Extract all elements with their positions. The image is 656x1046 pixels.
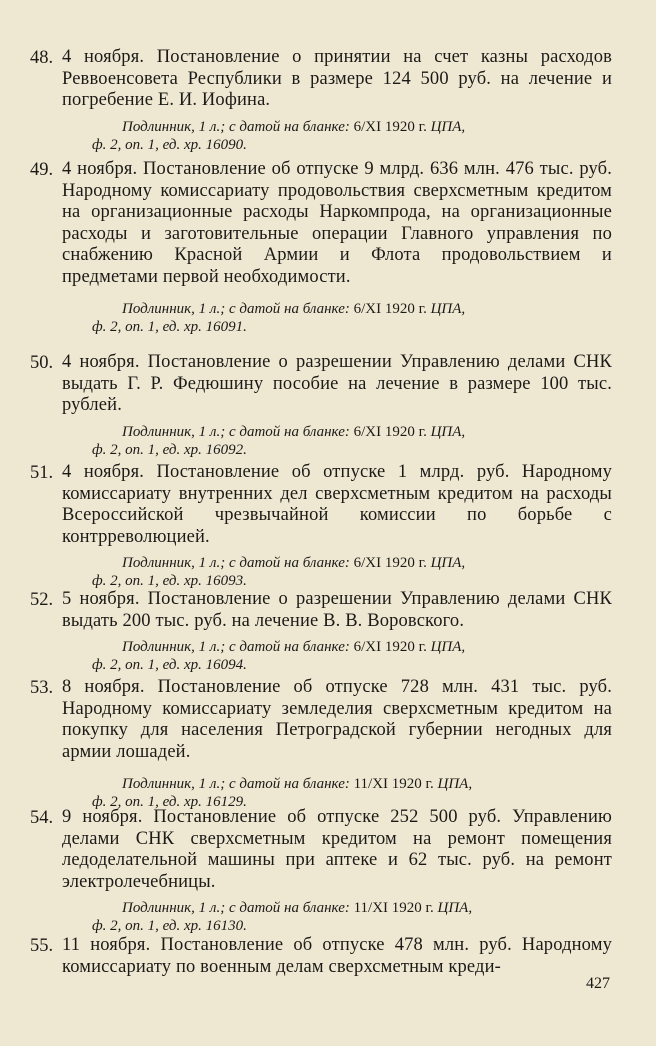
entry-text: 4 ноября. Постановление об отпуске 9 млрд. 636 млн. 476 тыс. руб. Народному комиссариату продовольствия сверхсметным кредитом на организационные расходы Наркомпрода, на организационные расходы и заготовительные операции Главного управления по снабжению Красной Армии и Флота продовольствием и предметами первой необходимости.: [62, 159, 612, 287]
note-archive: ЦПА,: [430, 118, 466, 135]
entry-number: 48.: [30, 48, 54, 68]
source-note: [92, 638, 612, 674]
note-reference: ф. 2, оп. 1, ед. хр. 16090.: [92, 136, 247, 153]
source-note: [92, 775, 612, 811]
entry-number: 50.: [30, 353, 54, 373]
entry-number: 55.: [30, 936, 54, 956]
entry-52: [30, 589, 612, 674]
note-reference: ф. 2, оп. 1, ед. хр. 16092.: [92, 441, 247, 458]
note-date: 6/XI 1920 г.: [353, 301, 427, 317]
source-note: [92, 554, 612, 590]
note-date: 6/XI 1920 г.: [353, 423, 427, 440]
note-reference: ф. 2, оп. 1, ед. хр. 16129.: [92, 794, 247, 810]
note-reference: ф. 2, оп. 1, ед. хр. 16130.: [92, 918, 247, 934]
note-archive: ЦПА,: [430, 301, 466, 317]
note-date: 11/XI 1920 г.: [353, 776, 434, 792]
note-date: 6/XI 1920 г.: [353, 118, 427, 135]
entry-53: [30, 677, 612, 811]
source-note: [92, 118, 612, 154]
note-label: Подлинник, 1 л.; с датой на бланке:: [122, 639, 350, 655]
note-archive: ЦПА,: [437, 900, 473, 916]
note-date: 6/XI 1920 г.: [353, 639, 427, 655]
entry-49: [30, 159, 612, 336]
note-label: Подлинник, 1 л.; с датой на бланке:: [122, 776, 350, 792]
entry-text: 8 ноября. Постановление об отпуске 728 млн. 431 тыс. руб. Народному комиссариату земледелия сверхсметным кредитом на покупку для населения Петроградской губернии негодных для армии лошадей.: [62, 677, 612, 762]
note-label: Подлинник, 1 л.; с датой на бланке:: [122, 423, 350, 440]
entry-text: 5 ноября. Постановление о разрешении Управлению делами СНК выдать 200 тыс. руб. на лечение В. В. Воровского.: [62, 589, 612, 631]
note-reference: ф. 2, оп. 1, ед. хр. 16093.: [92, 573, 247, 589]
note-label: Подлинник, 1 л.; с датой на бланке:: [122, 301, 350, 317]
entry-50: [30, 352, 612, 459]
note-label: Подлинник, 1 л.; с датой на бланке:: [122, 118, 350, 135]
note-archive: ЦПА,: [437, 776, 473, 792]
entry-number: 53.: [30, 678, 54, 698]
entry-number: 52.: [30, 590, 54, 610]
entry-text: 9 ноября. Постановление об отпуске 252 500 руб. Управлению делами СНК сверхсметным кредитом на ремонт помещения ледоделательной машины при аптеке и 62 тыс. руб. на ремонт электролечебницы.: [62, 807, 612, 892]
note-reference: ф. 2, оп. 1, ед. хр. 16094.: [92, 657, 247, 673]
entry-number: 54.: [30, 808, 54, 828]
entry-number: 49.: [30, 160, 54, 180]
page-number: 427: [586, 975, 610, 992]
entry-54: [30, 807, 612, 935]
note-label: Подлинник, 1 л.; с датой на бланке:: [122, 555, 350, 571]
note-date: 6/XI 1920 г.: [353, 555, 427, 571]
entry-text: 4 ноября. Постановление о принятии на счет казны расходов Реввоенсовета Республики в размере 124 500 руб. на лечение и погребение Е. И. Иофина.: [62, 47, 612, 110]
note-archive: ЦПА,: [430, 555, 466, 571]
note-label: Подлинник, 1 л.; с датой на бланке:: [122, 900, 350, 916]
note-date: 11/XI 1920 г.: [353, 900, 434, 916]
entry-55: [30, 935, 612, 978]
source-note: [92, 899, 612, 935]
note-archive: ЦПА,: [430, 423, 466, 440]
note-archive: ЦПА,: [430, 639, 466, 655]
source-note: [92, 300, 612, 336]
source-note: [92, 423, 612, 459]
entry-51: [30, 462, 612, 590]
entry-number: 51.: [30, 463, 54, 483]
entry-text: 4 ноября. Постановление о разрешении Управлению делами СНК выдать Г. Р. Федюшину пособие на лечение в размере 100 тыс. рублей.: [62, 352, 612, 415]
entry-48: [30, 47, 612, 154]
entry-text: 4 ноября. Постановление об отпуске 1 млрд. руб. Народному комиссариату внутренних дел сверхсметным кредитом на расходы Всероссийской чрезвычайной комиссии по борьбе с контрреволюцией.: [62, 462, 612, 547]
note-reference: ф. 2, оп. 1, ед. хр. 16091.: [92, 319, 247, 335]
entry-text: 11 ноября. Постановление об отпуске 478 млн. руб. Народному комиссариату по военным делам сверхсметным креди-: [62, 935, 612, 977]
